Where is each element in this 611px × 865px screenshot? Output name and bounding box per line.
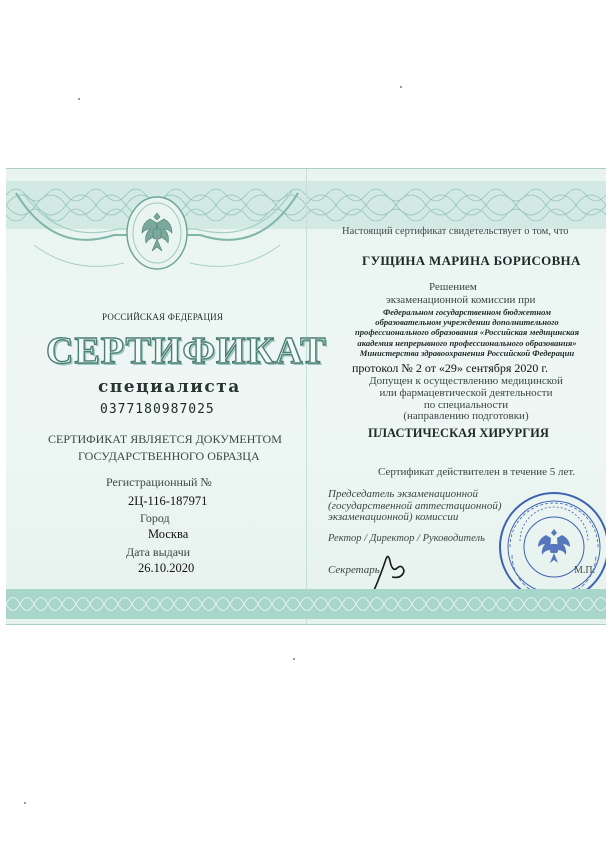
guilloche-band-bottom <box>6 589 606 619</box>
decision-label: Решением <box>429 281 477 293</box>
issue-date-label: Дата выдачи <box>126 545 191 559</box>
secretary-label: Секретарь <box>328 564 380 576</box>
admission-block <box>336 376 596 423</box>
stamp-mark-label: М.П. <box>574 565 596 576</box>
specialty-value: ПЛАСТИЧЕСКАЯ ХИРУРГИЯ <box>368 426 549 440</box>
protocol-line: протокол № 2 от «29» сентября 2020 г. <box>352 361 548 375</box>
official-stamp <box>496 489 606 605</box>
registration-label: Регистрационный № <box>106 475 212 489</box>
certificate-number: 0377180987025 <box>100 402 215 417</box>
scan-speck <box>24 802 26 804</box>
organization-line: академия непрерывного профессионального образования» <box>357 337 577 348</box>
rector-label: Ректор / Директор / Руководитель <box>328 533 485 544</box>
country-label: РОССИЙСКАЯ ФЕДЕРАЦИЯ <box>102 312 224 322</box>
fold-line <box>306 169 307 624</box>
validity-text: Сертификат действителен в течение 5 лет. <box>378 466 576 478</box>
holder-name: ГУЩИНА МАРИНА БОРИСОВНА <box>362 253 581 268</box>
scan-speck <box>78 98 80 100</box>
certificate-title: СЕРТИФИКАТ <box>46 330 327 372</box>
document-type-line-1: СЕРТИФИКАТ ЯВЛЯЕТСЯ ДОКУМЕНТОМ <box>48 432 282 446</box>
intro-text: Настоящий сертификат свидетельствует о том, что <box>342 226 569 237</box>
city-value: Москва <box>148 527 189 541</box>
organization-line: Министерства здравоохранения Российской Федерации <box>359 347 575 358</box>
scan-speck <box>400 86 402 88</box>
issue-date-value: 26.10.2020 <box>138 561 195 575</box>
chair-line: Председатель экзаменационной <box>328 488 479 500</box>
chair-line: экзаменационной) комиссии <box>328 511 459 523</box>
organization-line: Федеральном государственном бюджетном <box>382 307 552 317</box>
admission-line: Допущен к осуществлению медицинской <box>369 375 563 387</box>
admission-line: или фармацевтической деятельности <box>379 386 553 399</box>
organization-block <box>332 307 602 358</box>
organization-line: профессионального образования «Российская медицинская <box>354 327 580 338</box>
document-type-line-2: ГОСУДАРСТВЕННОГО ОБРАЗЦА <box>78 449 260 463</box>
organization-line: образовательном учреждении дополнительного <box>375 317 559 328</box>
scan-speck <box>293 658 295 660</box>
registration-value: 2Ц-116-187971 <box>128 494 208 508</box>
city-label: Город <box>140 511 170 525</box>
certificate-document <box>6 168 606 625</box>
admission-line: (направлению подготовки) <box>403 410 529 423</box>
emblem-icon <box>140 209 174 259</box>
certificate-subtitle: специалиста <box>98 377 241 397</box>
commission-label: экзаменационной комиссии при <box>386 294 536 306</box>
chair-line: (государственной аттестационной) <box>328 499 502 512</box>
admission-line: по специальности <box>423 398 509 411</box>
